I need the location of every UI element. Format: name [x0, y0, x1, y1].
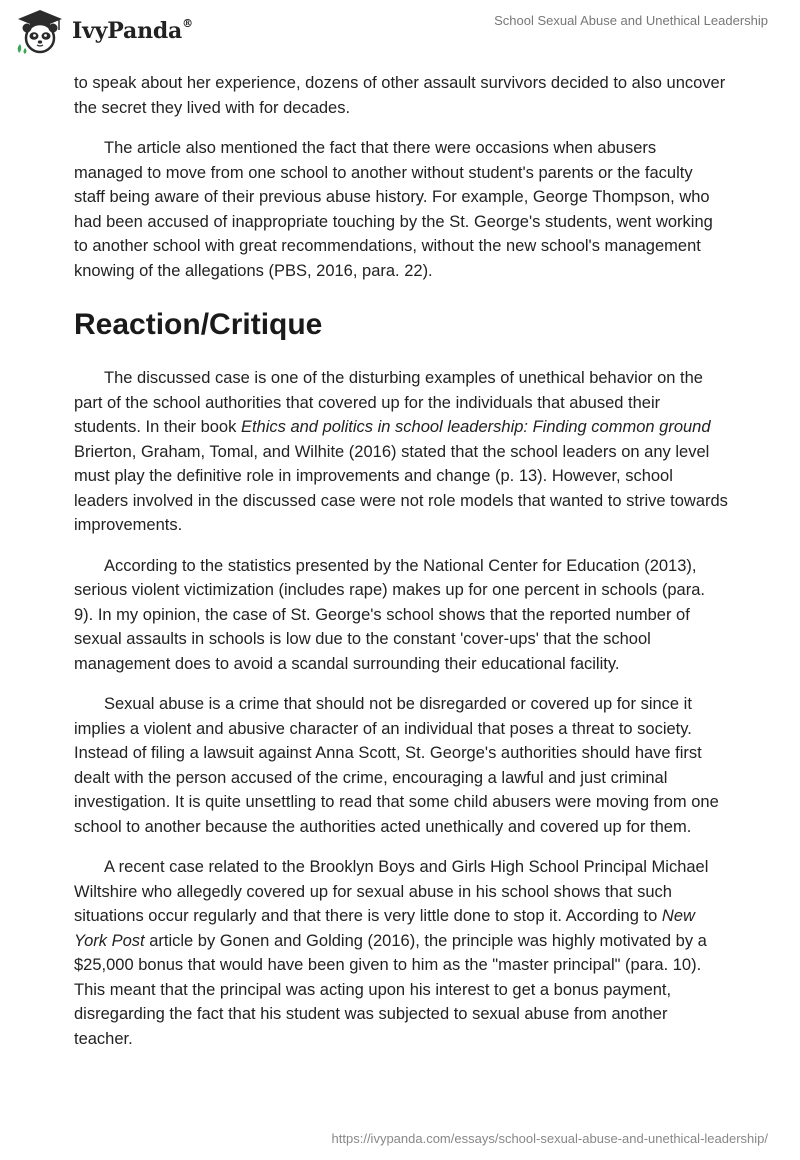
paragraph: A recent case related to the Brooklyn Boys and Girls High School Principal Michael Wiltshire who allegedly covered up for sexual abuse in his school shows that such situations occur regularly and that there is very little done to stop it. According to New York Post article by Gonen and Golding (2016), the principle was highly motivated by a $25,000 bonus that would have been given to him as the "master principal" (para. 10). This meant that the principal was acting upon his interest to get a bonus payment, disregarding the fact that his student was subjected to sexual abuse from another teacher. [74, 858, 709, 1048]
paragraph: Sexual abuse is a crime that should not be disregarded or covered up for since it implies a violent and abusive character of an individual that poses a threat to society. Instead of filing a lawsuit against Anna Scott, St. George's authorities should have first dealt with the person accused of the crime, encouraging a lawful and just criminal investigation. It is quite unsettling to read that some child abusers were moving from one school to another because the authorities acted unethically and covered up for them. [74, 695, 719, 836]
paragraph: According to the statistics presented by the National Center for Education (2013), serious violent victimization (includes rape) makes up for one percent in schools (para. 9). In my opinion, the case of St. George's school shows that the reported number of sexual assaults in schools is low due to the constant 'cover-ups' that the school management does to avoid a scandal surrounding their educational facility. [74, 556, 705, 673]
paragraph: to speak about her experience, dozens of other assault survivors decided to also uncover the secret they lived with for decades. [74, 74, 726, 117]
document-title: School Sexual Abuse and Unethical Leadership [494, 13, 768, 28]
footer-url[interactable]: https://ivypanda.com/essays/school-sexual-abuse-and-unethical-leadership/ [331, 1131, 768, 1146]
book-title: Ethics and politics in school leadership: Finding common ground [240, 418, 711, 436]
page-header [0, 0, 800, 64]
essay-body [74, 71, 728, 1067]
panda-graduate-icon [14, 8, 66, 54]
publication-title: New York Post [74, 907, 695, 950]
brand-logo[interactable] [14, 6, 193, 56]
paragraph: The discussed case is one of the disturbing examples of unethical behavior on the part of the school authorities that covered up for the individuals that abused their students. In their book Ethics and politics in school leadership: Finding common ground Brierton, Graham, Tomal, and Wilhite (2016) stated that the school leaders on any level must play the definitive role in improvements and change (p. 13). However, school leaders involved in the discussed case were not role models that wanted to strive towards improvements. [74, 369, 728, 534]
section-heading: Reaction/Critique [74, 308, 323, 341]
brand-name: IvyPanda® [72, 16, 193, 44]
paragraph: The article also mentioned the fact that there were occasions when abusers managed to move from one school to another without student's parents or the faculty staff being aware of their previous abuse history. For example, George Thompson, who had been accused of inappropriate touching by the St. George's students, went working to another school with great recommendations, without the new school's management knowing of the allegations (PBS, 2016, para. 22). [74, 139, 713, 280]
